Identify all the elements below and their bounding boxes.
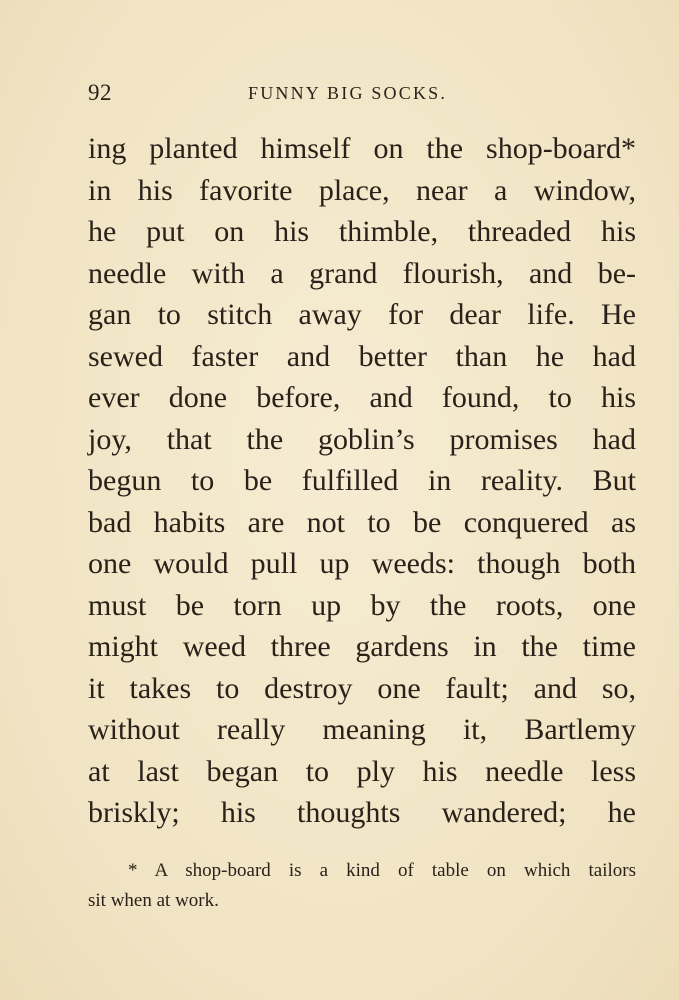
text-line: gan to stitch away for dear life. He [88,298,636,331]
text-line: in his favorite place, near a window, [88,173,636,207]
text-line: it takes to destroy one fault; and so, [88,671,636,705]
text-line: briskly; his thoughts wandered; he [88,796,636,829]
footnote [88,856,636,916]
text-line: ing planted himself on the shop-board* [88,132,636,165]
text-line: needle with a grand flourish, and be- [88,256,636,290]
text-line: one would pull up weeds: though both [88,547,636,580]
text-line: joy, that the goblin’s promises had [88,422,636,456]
page-header [88,80,633,114]
footnote-line: sit when at work. [88,890,219,911]
running-head: FUNNY BIG SOCKS. [248,83,448,103]
page-number: 92 [88,80,112,105]
text-line: sewed faster and better than he had [88,339,636,373]
text-line: must be torn up by the roots, one [88,588,636,622]
text-line: without really meaning it, Bartlemy [88,713,636,746]
text-line: might weed three gardens in the time [88,630,636,663]
text-line: bad habits are not to be conquered as [88,505,636,539]
text-line: he put on his thimble, threaded his [88,215,636,248]
text-line: at last began to ply his needle less [88,754,636,788]
text-line: ever done before, and found, to his [88,381,636,414]
footnote-line: * A shop-board is a kind of table on which tailors [128,860,636,881]
text-line: begun to be fulfilled in reality. But [88,464,636,497]
body-text [88,128,636,834]
